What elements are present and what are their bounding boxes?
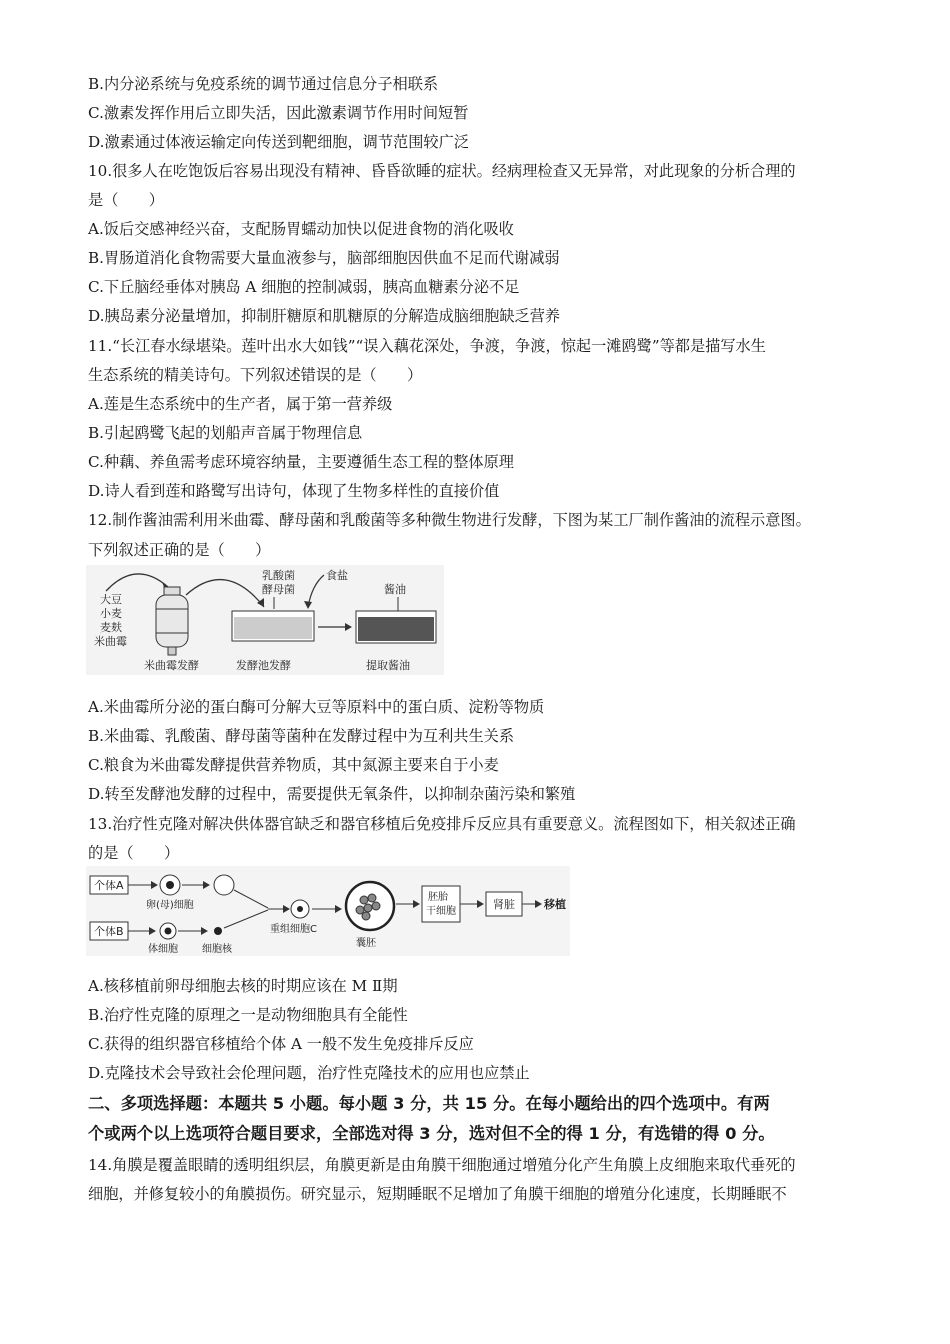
option-13c: C.获得的组织器官移植给个体 A 一般不发生免疫排斥反应 [88,1035,474,1053]
stage-1-label: 米曲霉发酵 [144,659,199,672]
section-2-heading: 二、多项选择题：本题共 5 小题。每小题 3 分，共 15 分。在每小题给出的四个选项中。有两 [88,1094,770,1113]
question-11-stem-end: 生态系统的精美诗句。下列叙述错误的是（ ） [88,366,423,384]
option-12a: A.米曲霉所分泌的蛋白酶可分解大豆等原料中的蛋白质、淀粉等物质 [88,698,545,716]
option-12c: C.粮食为米曲霉发酵提供营养物质，其中氮源主要来自于小麦 [88,756,499,774]
section-2-heading-cont: 个或两个以上选项符合题目要求，全部选对得 3 分，选对但不全的得 1 分，有选错的得 0 分。 [88,1124,775,1143]
question-12-stem: 12.制作酱油需利用米曲霉、酵母菌和乳酸菌等多种微生物进行发酵，下图为某工厂制作酱油的流程示意图。 [88,511,811,529]
kidney-label: 肾脏 [493,898,515,911]
option-11c: C.种藕、养鱼需考虑环境容纳量，主要遵循生态工程的整体原理 [88,453,514,471]
question-11-stem: 11.“长江春水绿堪染。莲叶出水大如钱”“误入藕花深处，争渡，争渡，惊起一滩鸥鹭”等都是描写水生 [88,337,766,355]
individual-b: 个体B [94,925,124,938]
option-9c: C.激素发挥作用后立即失活，因此激素调节作用时间短暂 [88,104,469,122]
recombinant-cell-label: 重组细胞C [270,924,317,935]
soy-sauce-flow-diagram [86,565,444,675]
raw-material-4: 米曲霉 [94,635,127,648]
question-10-stem-end: 是（ ） [88,191,164,209]
soy-sauce-label: 酱油 [384,583,406,596]
stage-2-label: 发酵池发酵 [236,659,291,672]
raw-material-1: 大豆 [100,593,122,606]
question-14-stem: 14.角膜是覆盖眼睛的透明组织层，角膜更新是由角膜干细胞通过增殖分化产生角膜上皮细胞来取代垂死的 [88,1156,796,1174]
option-9d: D.激素通过体液运输定向传送到靶细胞，调节范围较广泛 [88,133,469,151]
blastocyst-label: 囊胚 [356,938,376,949]
question-10-stem: 10.很多人在吃饱饭后容易出现没有精神、昏昏欲睡的症状。经病理检查又无异常，对此现象的分析合理的 [88,162,796,180]
somatic-cell-label: 体细胞 [148,944,178,955]
question-12-stem-end: 下列叙述正确的是（ ） [88,541,271,559]
nucleus-label: 细胞核 [202,944,232,955]
option-12d: D.转至发酵池发酵的过程中，需要提供无氧条件，以抑制杂菌污染和繁殖 [88,785,576,803]
stage-3-label: 提取酱油 [366,659,410,672]
question-13-stem: 13.治疗性克隆对解决供体器官缺乏和器官移植后免疫排斥反应具有重要意义。流程图如下，相关叙述正确 [88,815,796,833]
option-10a: A.饭后交感神经兴奋，支配肠胃蠕动加快以促进食物的消化吸收 [88,220,514,238]
individual-a: 个体A [94,879,124,892]
therapeutic-cloning-flow-diagram [86,866,570,956]
transplant-label: 移植 [544,898,566,911]
salt-label: 食盐 [326,569,348,582]
raw-material-3: 麦麸 [100,621,122,634]
option-11a: A.莲是生态系统中的生产者，属于第一营养级 [88,395,393,413]
option-13b: B.治疗性克隆的原理之一是动物细胞具有全能性 [88,1006,408,1024]
microbe-2: 酵母菌 [262,583,295,596]
question-14-stem-cont: 细胞，并修复较小的角膜损伤。研究显示，短期睡眠不足增加了角膜干细胞的增殖分化速度，长期睡眠不 [88,1185,787,1203]
embryonic-label-2: 干细胞 [426,906,456,917]
question-13-stem-end: 的是（ ） [88,844,180,862]
option-11d: D.诗人看到莲和路鹭写出诗句，体现了生物多样性的直接价值 [88,482,500,500]
option-9b: B.内分泌系统与免疫系统的调节通过信息分子相联系 [88,75,439,93]
option-11b: B.引起鸥鹭飞起的划船声音属于物理信息 [88,424,363,442]
option-12b: B.米曲霉、乳酸菌、酵母菌等菌种在发酵过程中为互利共生关系 [88,727,515,745]
option-10c: C.下丘脑经垂体对胰岛 A 细胞的控制减弱，胰高血糖素分泌不足 [88,278,520,296]
option-13d: D.克隆技术会导致社会伦理问题，治疗性克隆技术的应用也应禁止 [88,1064,530,1082]
option-10d: D.胰岛素分泌量增加，抑制肝糖原和肌糖原的分解造成脑细胞缺乏营养 [88,307,561,325]
option-13a: A.核移植前卵母细胞去核的时期应该在 M Ⅱ期 [88,977,398,995]
embryonic-label-1: 胚胎 [428,892,448,903]
microbe-1: 乳酸菌 [262,569,295,582]
egg-cell-label: 卵(母)细胞 [146,900,194,911]
option-10b: B.胃肠道消化食物需要大量血液参与，脑部细胞因供血不足而代谢减弱 [88,249,560,267]
raw-material-2: 小麦 [100,607,122,620]
